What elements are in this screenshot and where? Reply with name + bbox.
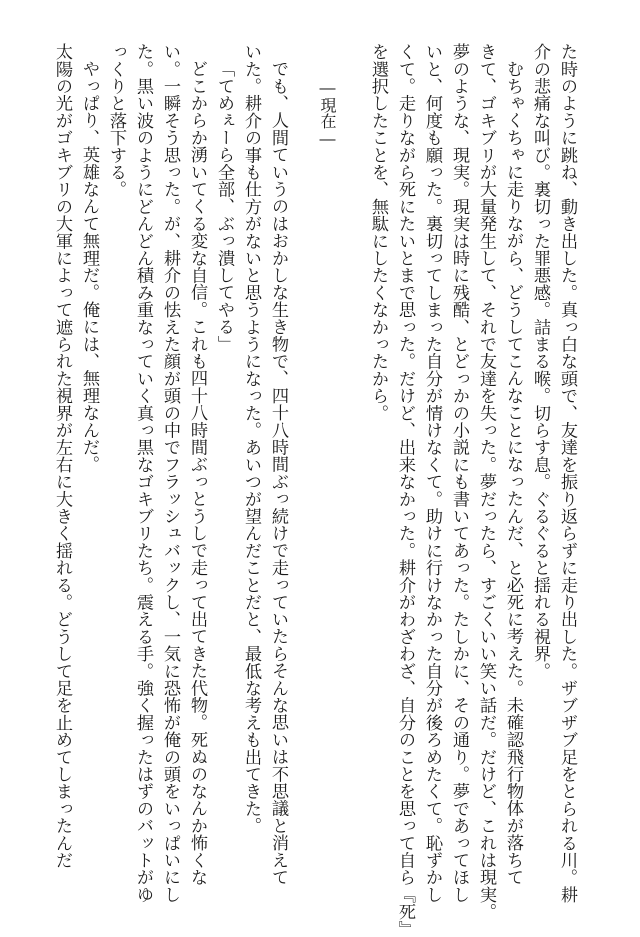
text-line: むちゃくちゃに走りながら、どうしてこんなことになったんだ、と必死に考えた。未確認飛行物体が落ちて: [503, 60, 523, 886]
text-line: やっぱり、英雄なんて無理だ。俺には、無理なんだ。: [79, 60, 99, 473]
text-line: っくりと落下する。: [106, 43, 126, 198]
section-heading: ―現在―: [318, 78, 337, 148]
text-line: た。黒い波のようにどんどん積み重なっていく真っ黒なゴキブリたち。震える手。強く握ったはずのバットがゆ: [133, 43, 153, 903]
text-line: た時のように跳ね、動き出した。真っ白な頭で、友達を振り返らずに走り出した。ザブザブ足をとられる川。耕: [557, 43, 577, 903]
text-line: 太陽の光がゴキブリの大軍によって遮られた視界が左右に大きく揺れる。どうして足を止めてしまったんだ: [52, 43, 72, 869]
text-line: でも、人間ていうのはおかしな生き物で、四十八時間ぶっ続けで走っていたらそんな思いは不思議と消えて: [268, 60, 288, 886]
text-line: どこからか湧いてくる変な自信。これも四十八時間ぶっとうしで走って出てきた代物。死ぬのなんか怖くな: [187, 60, 207, 886]
text-line: いと、何度も願った。裏切ってしまった自分が情けなくて。助けに行けなかった自分が後ろめたくて。恥ずかし: [422, 43, 442, 903]
text-line: くて。走りながら死にたいとまで思った。だけど、出来なかった。耕介がわざわざ、自分のことを思って自ら『死』: [395, 43, 415, 937]
text-line: 「てめぇーら全部、ぶっ潰してやる」: [214, 60, 234, 353]
text-line: い。一瞬そう思った。が、耕介の怯えた顔が頭の中でフラッシュバックし、一気に恐怖が俺の頭をいっぱいにし: [160, 43, 180, 903]
text-line: 夢のような、現実。現実は時に残酷、とどっかの小説にも書いてあった。たしかに、その通り。夢であってほし: [449, 43, 469, 903]
text-line: いた。耕介の事も仕方がないと思うようになった。あいつが望んだことだと、最低な考えも出てきた。: [241, 43, 261, 835]
text-line: 介の悲痛な叫び。裏切った罪悪感。詰まる喉。切らす息。ぐるぐると揺れる視界。: [530, 43, 550, 680]
text-line: きて、ゴキブリが大量発生して、それで友達を失った。夢だったら、すごくいい笑い話だ。だけど、これは現実。: [476, 43, 496, 921]
text-line: を選択したことを、無駄にしたくなかったから。: [368, 43, 388, 422]
